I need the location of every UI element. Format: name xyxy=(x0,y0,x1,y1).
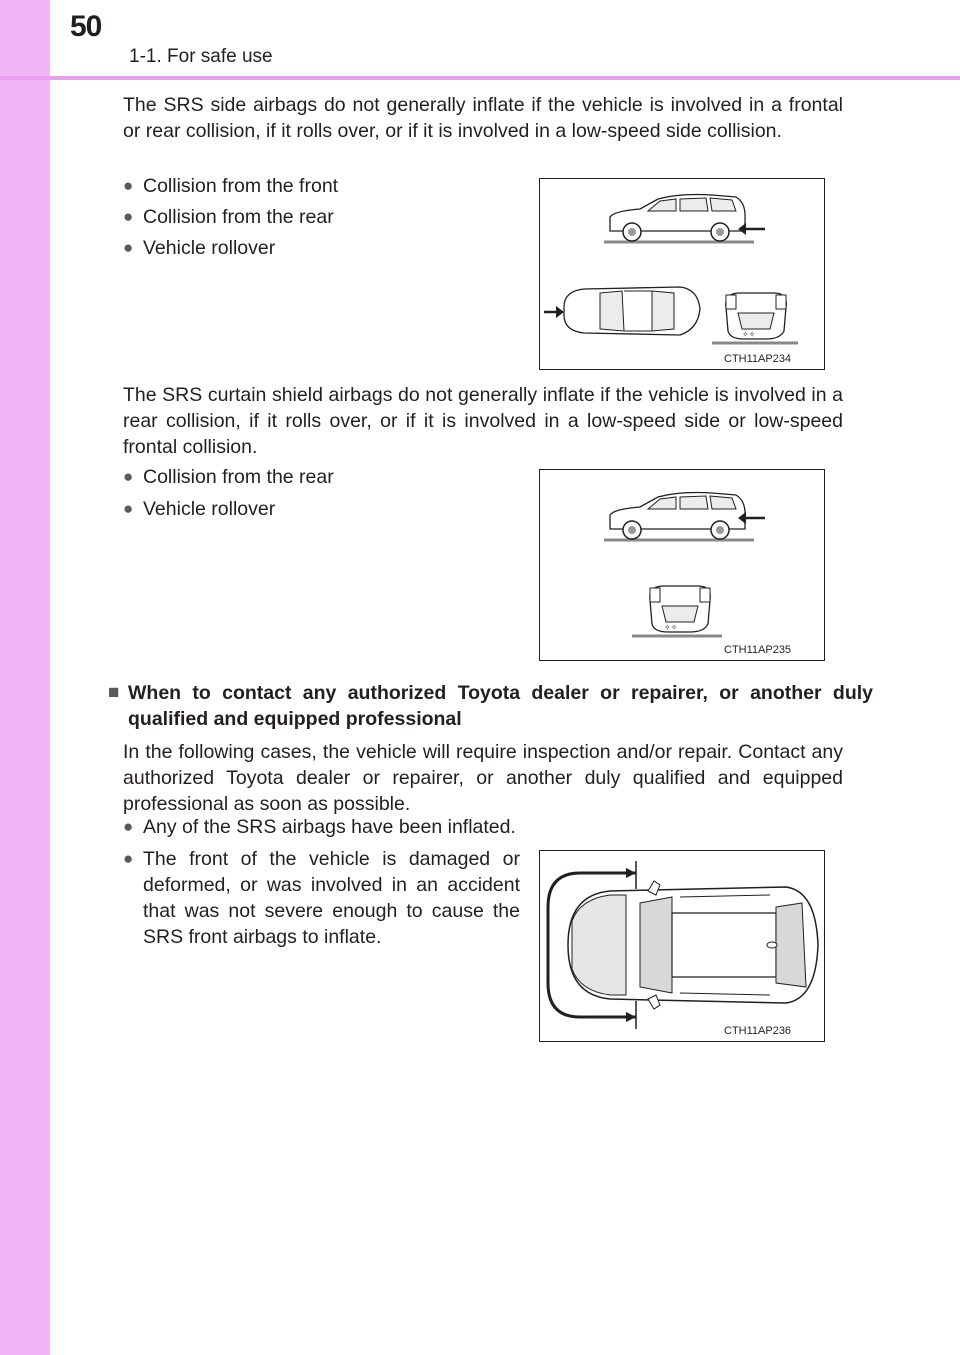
contact-intro: In the following cases, the vehicle will require inspection and/or repair. Contact any authorized Toyota dealer or repairer, or another duly qualified and equipped professional as soon as possible. xyxy=(123,741,843,815)
car-illustration-icon xyxy=(540,470,824,660)
figure-curtain-airbag-collisions xyxy=(539,469,825,661)
list-item: ● Any of the SRS airbags have been inflated. xyxy=(123,816,516,838)
figure-code: CTH11AP234 xyxy=(724,353,792,365)
figure-front-damage xyxy=(539,850,825,1042)
figure-code: CTH11AP236 xyxy=(724,1025,792,1037)
header-rule xyxy=(0,76,960,80)
bullet-icon: ● xyxy=(123,207,134,226)
curtain-airbags-intro: The SRS curtain shield airbags do not generally inflate if the vehicle is involved in a rear collision, if it rolls over, or if it is involved in a low-speed side or low-speed frontal collision. xyxy=(123,384,843,458)
section-heading: ■ When to contact any authorized Toyota dealer or repairer, or another duly qualified and equipped professional xyxy=(108,682,873,730)
svg-text:✧✧: ✧✧ xyxy=(742,330,756,339)
figure-side-airbag-collisions xyxy=(539,178,825,370)
bullet-icon: ● xyxy=(123,817,134,836)
side-airbags-intro: The SRS side airbags do not generally inflate if the vehicle is involved in a frontal or rear collision, if it rolls over, or if it is involved in a low-speed side collision. xyxy=(123,94,843,142)
page-number: 50 xyxy=(70,10,102,43)
list-item: ● The front of the vehicle is damaged or deformed, or was involved in an accident that was not severe enough to cause the SRS front airbags to inflate. xyxy=(123,848,520,948)
list-item: ● Collision from the rear xyxy=(123,466,334,488)
bullet-icon: ● xyxy=(123,176,134,195)
square-bullet-icon: ■ xyxy=(108,682,120,703)
list-item: ● Vehicle rollover xyxy=(123,498,276,520)
list-item: ● Collision from the rear xyxy=(123,206,334,228)
list-item: ● Vehicle rollover xyxy=(123,237,276,259)
bullet-icon: ● xyxy=(123,499,134,518)
section-title: 1-1. For safe use xyxy=(129,46,273,67)
bullet-icon: ● xyxy=(123,467,134,486)
figure-code: CTH11AP235 xyxy=(724,644,792,656)
list-item: ● Collision from the front xyxy=(123,175,339,197)
bullet-icon: ● xyxy=(123,238,134,257)
side-color-band xyxy=(0,0,50,1355)
svg-text:✧✧: ✧✧ xyxy=(664,623,678,632)
car-illustration-icon xyxy=(540,179,824,369)
car-top-view-icon xyxy=(540,851,824,1041)
bullet-icon: ● xyxy=(123,849,134,868)
